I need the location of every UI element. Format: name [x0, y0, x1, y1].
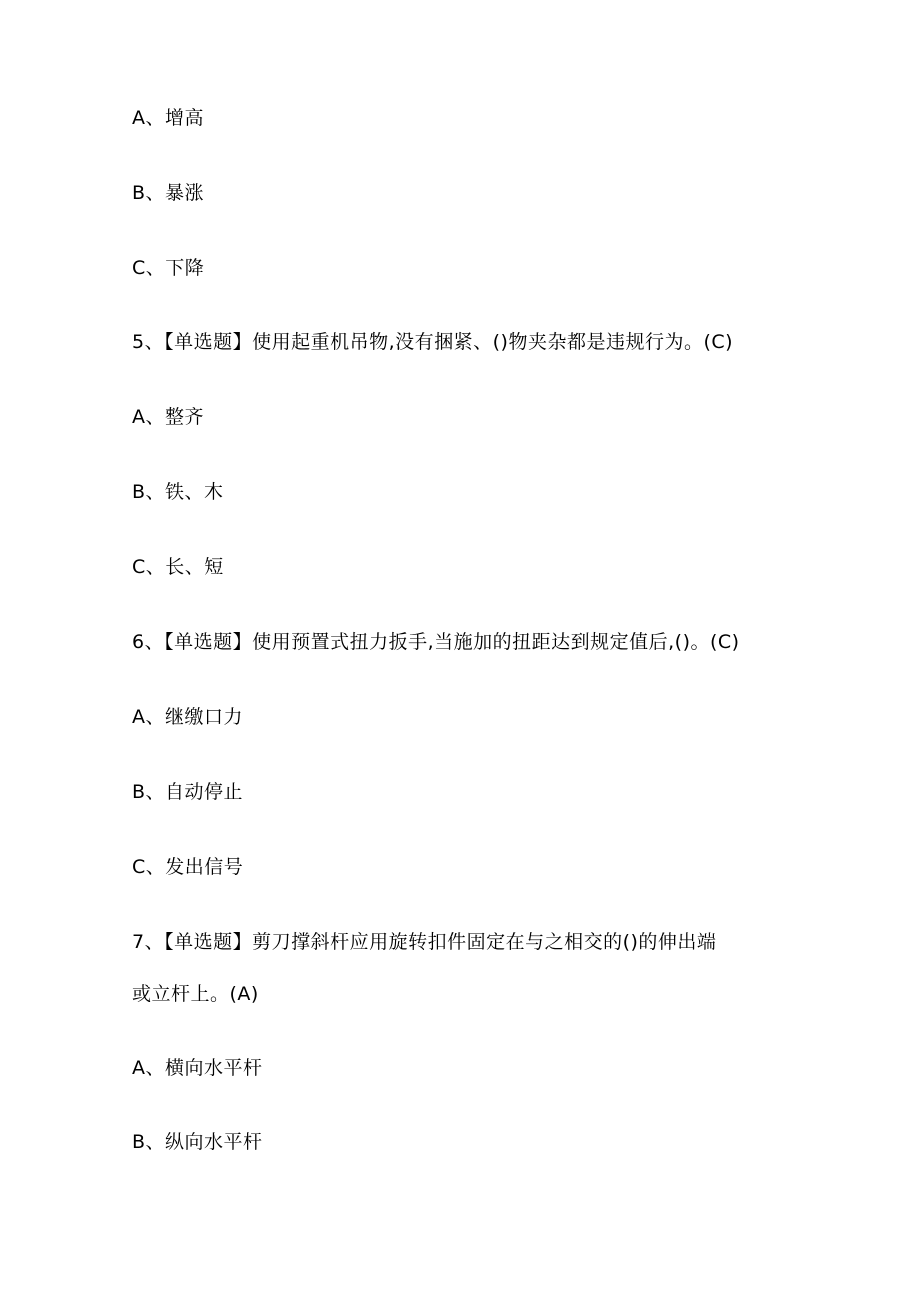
- q7-option-b: B、纵向水平杆: [132, 1131, 263, 1153]
- q6-option-a: A、继缴口力: [132, 706, 243, 728]
- q7-question-line2: 或立杆上。(A): [132, 983, 259, 1005]
- q4-option-b: B、暴涨: [132, 182, 205, 204]
- q4-option-c: C、下降: [132, 257, 205, 279]
- q7-option-a: A、横向水平杆: [132, 1057, 263, 1079]
- q6-option-b: B、自动停止: [132, 781, 244, 803]
- q5-option-c: C、长、短: [132, 556, 224, 578]
- q6-question: 6、【单选题】使用预置式扭力扳手,当施加的扭距达到规定值后,()。(C): [132, 631, 740, 653]
- q5-option-a: A、整齐: [132, 406, 204, 428]
- q4-option-a: A、增高: [132, 107, 204, 129]
- q7-question-line1: 7、【单选题】剪刀撑斜杆应用旋转扣件固定在与之相交的()的伸出端: [132, 931, 717, 953]
- q5-question: 5、【单选题】使用起重机吊物,没有捆紧、()物夹杂都是违规行为。(C): [132, 331, 734, 353]
- q6-option-c: C、发出信号: [132, 856, 244, 878]
- q5-option-b: B、铁、木: [132, 481, 224, 503]
